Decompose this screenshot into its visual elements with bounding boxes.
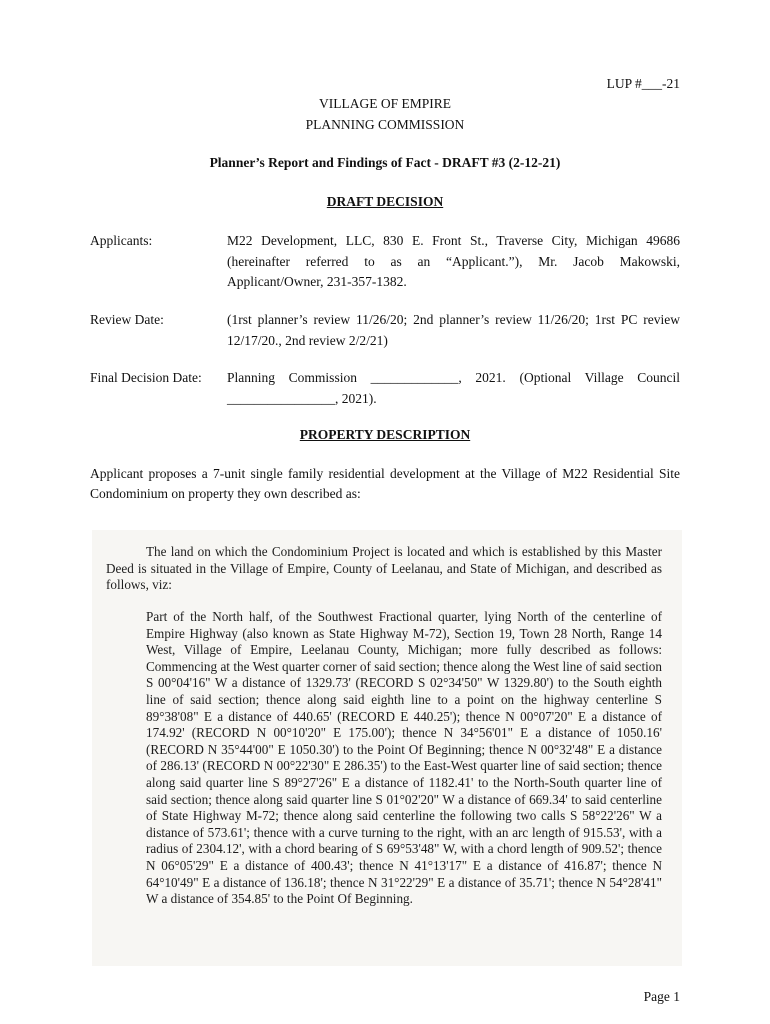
page-number: Page 1	[643, 989, 680, 1004]
property-description-heading: PROPERTY DESCRIPTION	[299, 427, 471, 442]
final-decision-value: Planning Commission _____________, 2021. (Optional Village Council ________________, 2021).	[227, 370, 680, 406]
scan-legal-text: Part of the North half, of the Southwest Fractional quarter, lying North of the centerline of Empire Highway (also known as State Highway M-72), Section 19, Town 28 North, Range 14 West, Village of Empire, Leelanau County, Michigan; more fully described as follows: Commencing at the West quarter corner of said section; thence along the West line of said section S 00°04'16" W a distance of 1329.73' (RECORD S 02°34'50" W 1329.80') to the South eighth line of said section; thence along said eighth line to a point on the highway centerline S 89°38'08" E a distance of 440.65' (RECORD E 440.25'); thence N 00°07'20" E a distance of 174.92' (RECORD N 00°10'20" E 175.00'); thence N 34°56'01" E a distance of 1050.16' (RECORD N 35°44'00" E 1050.30') to the Point Of Beginning; thence N 00°32'48" E a distance of 286.13' (RECORD N 00°22'30" E 286.35') to the East-West quarter line of said section; thence along said quarter line S 89°27'26" E a distance of 1182.41' to the North-South quarter line of said section; thence along said quarter line S 01°02'20" W a distance of 669.34' to said centerline of State Highway M-72; thence along said centerline the following two calls S 58°22'26" W a distance of 573.61'; thence with a curve turning to the right, with an arc length of 915.53', with a radius of 2304.12', with a chord bearing of S 69°53'48" W, with a chord length of 909.52'; thence N 06°05'29" E a distance of 400.43'; thence N 41°13'17" E a distance of 416.87'; thence N 64°10'49" E a distance of 136.18'; thence N 31°22'29" E a distance of 35.71'; thence N 54°28'41" W a distance of 354.85' to the Point Of Beginning.	[146, 609, 662, 907]
scan-intro-text: The land on which the Condominium Project is located and which is established by this Master Deed is situated in the Village of Empire, County of Leelanau, and State of Michigan, and described as follows, viz:	[106, 544, 662, 593]
applicants-value: M22 Development, LLC, 830 E. Front St., Traverse City, Michigan 49686 (hereinafter referred to as an “Applicant.”), Mr. Jacob Makowski, Applicant/Owner, 231-357-1382.	[227, 233, 680, 289]
commission-name: PLANNING COMMISSION	[305, 117, 465, 132]
applicants-label: Applicants:	[90, 233, 153, 248]
report-title: Planner’s Report and Findings of Fact - DRAFT #3 (2-12-21)	[209, 155, 561, 170]
village-name: VILLAGE OF EMPIRE	[319, 96, 451, 111]
draft-decision-heading: DRAFT DECISION	[326, 194, 444, 209]
review-date-label: Review Date:	[90, 312, 164, 327]
final-decision-label: Final Decision Date:	[90, 370, 202, 385]
scanned-legal-description	[92, 530, 682, 966]
proposal-paragraph: Applicant proposes a 7-unit single family residential development at the Village of M22 Residential Site Condominium on property they own described as:	[90, 466, 680, 501]
lup-number: LUP #___-21	[606, 76, 680, 91]
review-date-value: (1rst planner’s review 11/26/20; 2nd planner’s review 11/26/20; 1rst PC review 12/17/20., 2nd review 2/2/21)	[227, 312, 680, 348]
